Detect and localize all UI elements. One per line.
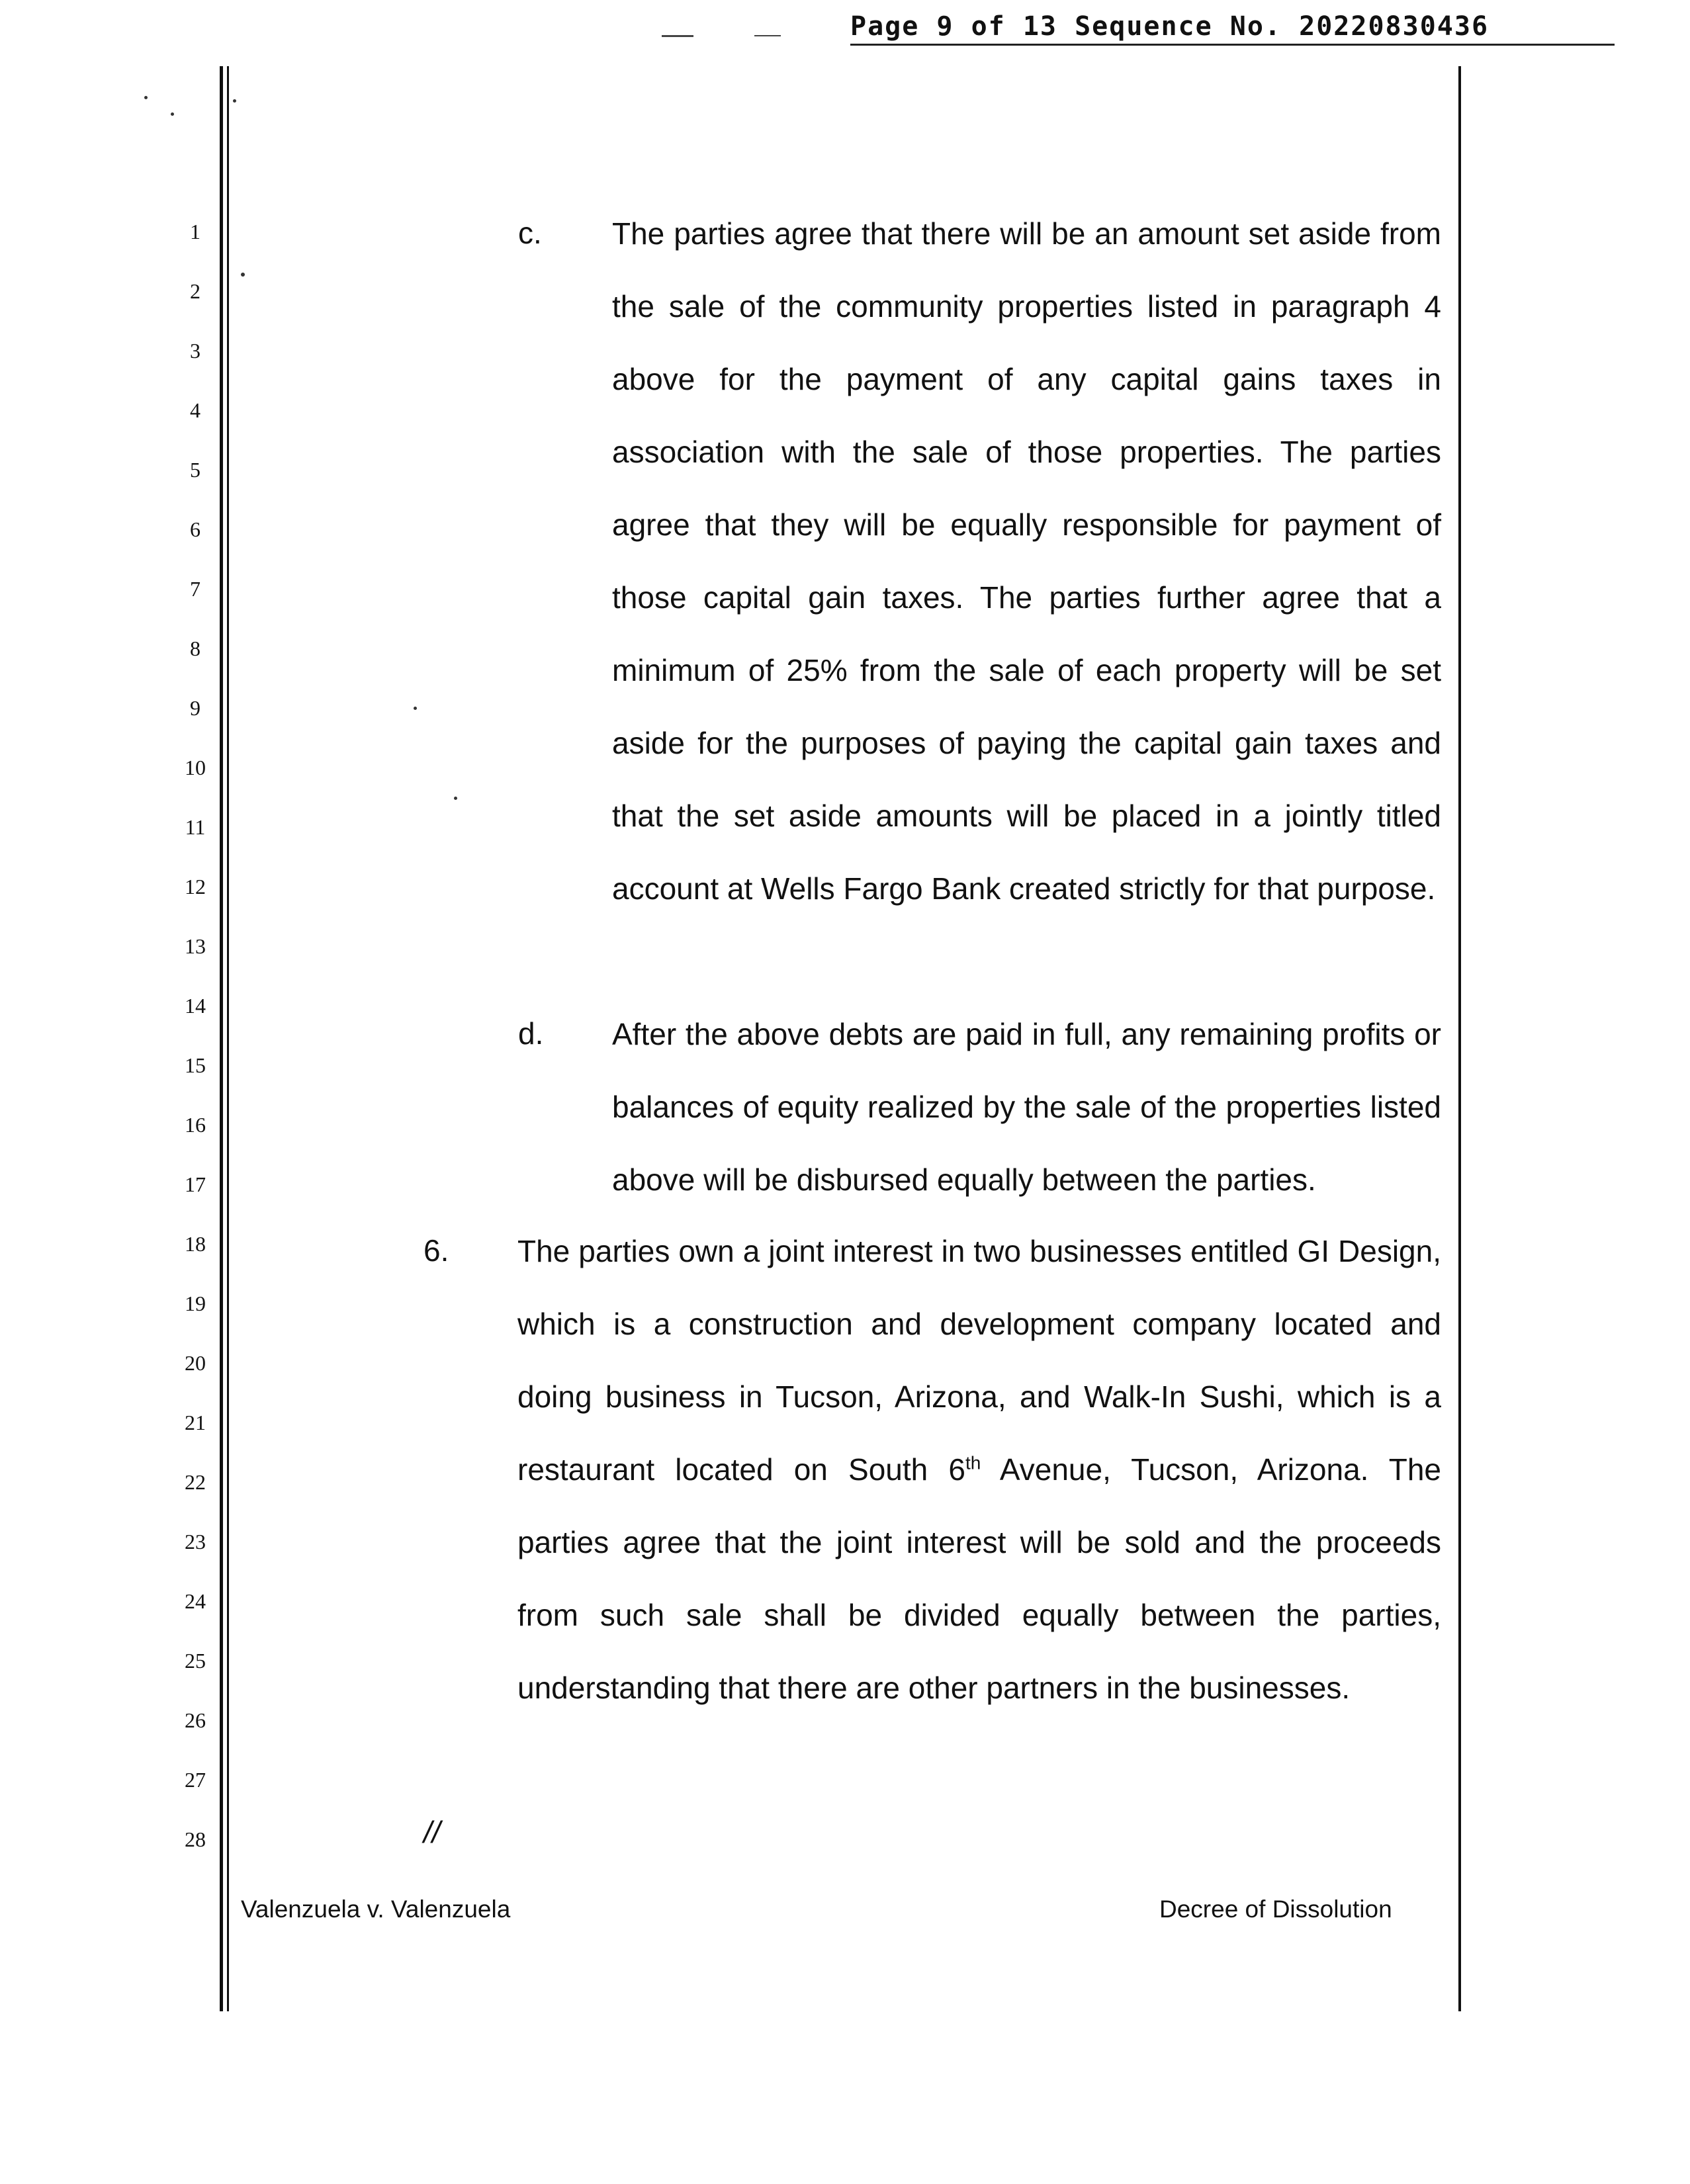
line-number: 21 bbox=[185, 1411, 206, 1434]
line-number: 12 bbox=[185, 875, 206, 898]
line-number: 9 bbox=[190, 696, 200, 720]
header-dash-left bbox=[662, 35, 693, 37]
item-6-paragraph bbox=[517, 1215, 1441, 1724]
line-number: 26 bbox=[185, 1708, 206, 1732]
item-label-6: 6. bbox=[423, 1233, 449, 1268]
line-number: 27 bbox=[185, 1768, 206, 1792]
line-number: 22 bbox=[185, 1470, 206, 1494]
line-number: 7 bbox=[190, 577, 200, 601]
line-number: 5 bbox=[190, 458, 200, 482]
line-number: 1 bbox=[190, 220, 200, 243]
line-number: 6 bbox=[190, 517, 200, 541]
line-number: 28 bbox=[185, 1827, 206, 1851]
line-number: 20 bbox=[185, 1351, 206, 1375]
line-number: 19 bbox=[185, 1291, 206, 1315]
line-number: 14 bbox=[185, 994, 206, 1018]
item-6-superscript: th bbox=[965, 1452, 981, 1473]
footer-document-title: Decree of Dissolution bbox=[1159, 1896, 1392, 1923]
item-d-paragraph: After the above debts are paid in full, any remaining profits or balances of equity realized by the sale of the properties listed above will be disbursed equally between the parties. bbox=[612, 1017, 1441, 1197]
line-number: 8 bbox=[190, 636, 200, 660]
item-label-d: d. bbox=[518, 1016, 544, 1051]
line-number: 10 bbox=[185, 756, 206, 779]
line-number: 23 bbox=[185, 1530, 206, 1553]
continuation-mark: // bbox=[423, 1815, 441, 1849]
scan-speck bbox=[241, 273, 245, 277]
line-number: 4 bbox=[190, 398, 200, 422]
line-number: 3 bbox=[190, 339, 200, 363]
right-margin-rule bbox=[1458, 66, 1461, 2011]
page-sequence-header: Page 9 of 13 Sequence No. 20220830436 bbox=[850, 9, 1615, 46]
item-6-text-part2: Avenue, Tucson, Arizona. The parties agree that the joint interest will be sold and the proceeds from such sale shall be divided equally between the parties, understanding that there are other partners in the businesses. bbox=[517, 1452, 1442, 1705]
line-number: 17 bbox=[185, 1172, 206, 1196]
header-dash-right bbox=[754, 35, 781, 36]
scan-speck bbox=[454, 797, 457, 800]
scan-speck bbox=[233, 99, 236, 103]
line-number: 2 bbox=[190, 279, 200, 303]
line-number: 11 bbox=[185, 815, 206, 839]
line-number: 16 bbox=[185, 1113, 206, 1137]
item-6-text-part1: The parties own a joint interest in two businesses entitled GI Design, which is a construction and development company located and doing business in Tucson, Arizona, and Walk-In Sushi, which is a restaurant located on South 6 bbox=[517, 1234, 1441, 1487]
footer-case-name: Valenzuela v. Valenzuela bbox=[241, 1896, 511, 1923]
scan-speck bbox=[414, 707, 417, 710]
line-number: 15 bbox=[185, 1053, 206, 1077]
line-number: 24 bbox=[185, 1589, 206, 1613]
item-c-paragraph: The parties agree that there will be an amount set aside from the sale of the community properties listed in paragraph 4 above for the payment of any capital gains taxes in association with the sale of those properties. The parties agree that they will be equally responsible for payment of those capital gain taxes. The parties further agree that a minimum of 25% from the sale of each property will be set aside for the purposes of paying the capital gain taxes and that the set aside amounts will be placed in a jointly titled account at Wells Fargo Bank created strictly for that purpose. bbox=[612, 216, 1441, 906]
scan-speck bbox=[171, 112, 174, 116]
line-number: 25 bbox=[185, 1649, 206, 1673]
scan-speck bbox=[144, 96, 148, 99]
line-number: 13 bbox=[185, 934, 206, 958]
line-number: 18 bbox=[185, 1232, 206, 1256]
item-label-c: c. bbox=[518, 216, 542, 250]
